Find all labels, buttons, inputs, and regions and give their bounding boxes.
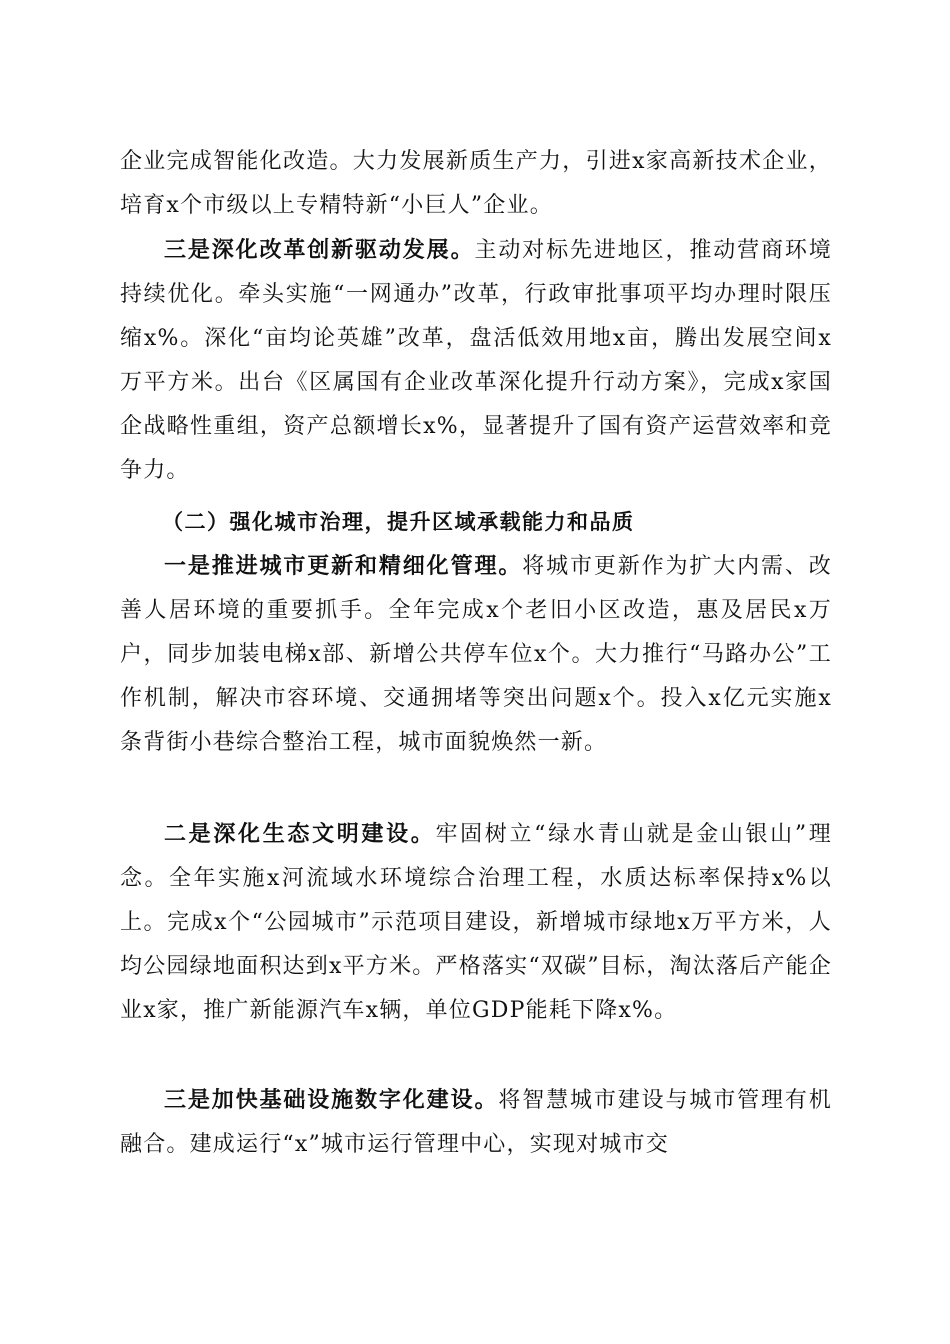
paragraph-text: 将智慧城市建设与城市管理有机融合。建成运行“x”城市运行管理中心，实现对城市交 bbox=[120, 1088, 832, 1157]
section-heading: （二）强化城市治理，提升区域承载能力和品质 bbox=[162, 510, 635, 534]
paragraph-lead: 三是深化改革创新驱动发展。 bbox=[164, 237, 475, 263]
paragraph-text: 主动对标先进地区，推动营商环境持续优化。牵头实施“一网通办”改革，行政审批事项平均办理时限压缩x%。深化“亩均论英雄”改革，盘活低效用地x亩，腾出发展空间x万平方米。出台《区属国有企业改革深化提升行动方案》，完成x家国企战略性重组，资产总额增长x%，显著提升了国有资产运营效率和竞争力。 bbox=[120, 238, 832, 483]
paragraph-lead: 三是加快基础设施数字化建设。 bbox=[164, 1087, 499, 1113]
paragraph-urban-renewal bbox=[120, 544, 832, 765]
paragraph-text: 企业完成智能化改造。大力发展新质生产力，引进x家高新技术企业，培育x个市级以上专精特新“小巨人”企业。 bbox=[120, 149, 832, 218]
paragraph-text: 将城市更新作为扩大内需、改善人居环境的重要抓手。全年完成x个老旧小区改造，惠及居民x万户，同步加装电梯x部、新增公共停车位x个。大力推行“马路办公”工作机制，解决市容环境、交通拥堵等突出问题x个。投入x亿元实施x条背街小巷综合整治工程，城市面貌焕然一新。 bbox=[120, 554, 832, 755]
paragraph-digital-infra bbox=[120, 1078, 832, 1167]
paragraph-lead: 二是深化生态文明建设。 bbox=[164, 821, 436, 847]
paragraph-ecology bbox=[120, 812, 832, 1033]
section-heading-2 bbox=[120, 500, 832, 544]
paragraph-lead: 一是推进城市更新和精细化管理。 bbox=[164, 553, 523, 579]
continued-paragraph bbox=[120, 140, 832, 228]
paragraph-text: 牢固树立“绿水青山就是金山银山”理念。全年实施x河流域水环境综合治理工程，水质达标率保持x%以上。完成x个“公园城市”示范项目建设，新增城市绿地x万平方米，人均公园绿地面积达到x平方米。严格落实“双碳”目标，淘汰落后产能企业x家，推广新能源汽车x辆，单位GDP能耗下降x%。 bbox=[120, 822, 832, 1023]
paragraph-deepen-reform bbox=[120, 228, 832, 493]
